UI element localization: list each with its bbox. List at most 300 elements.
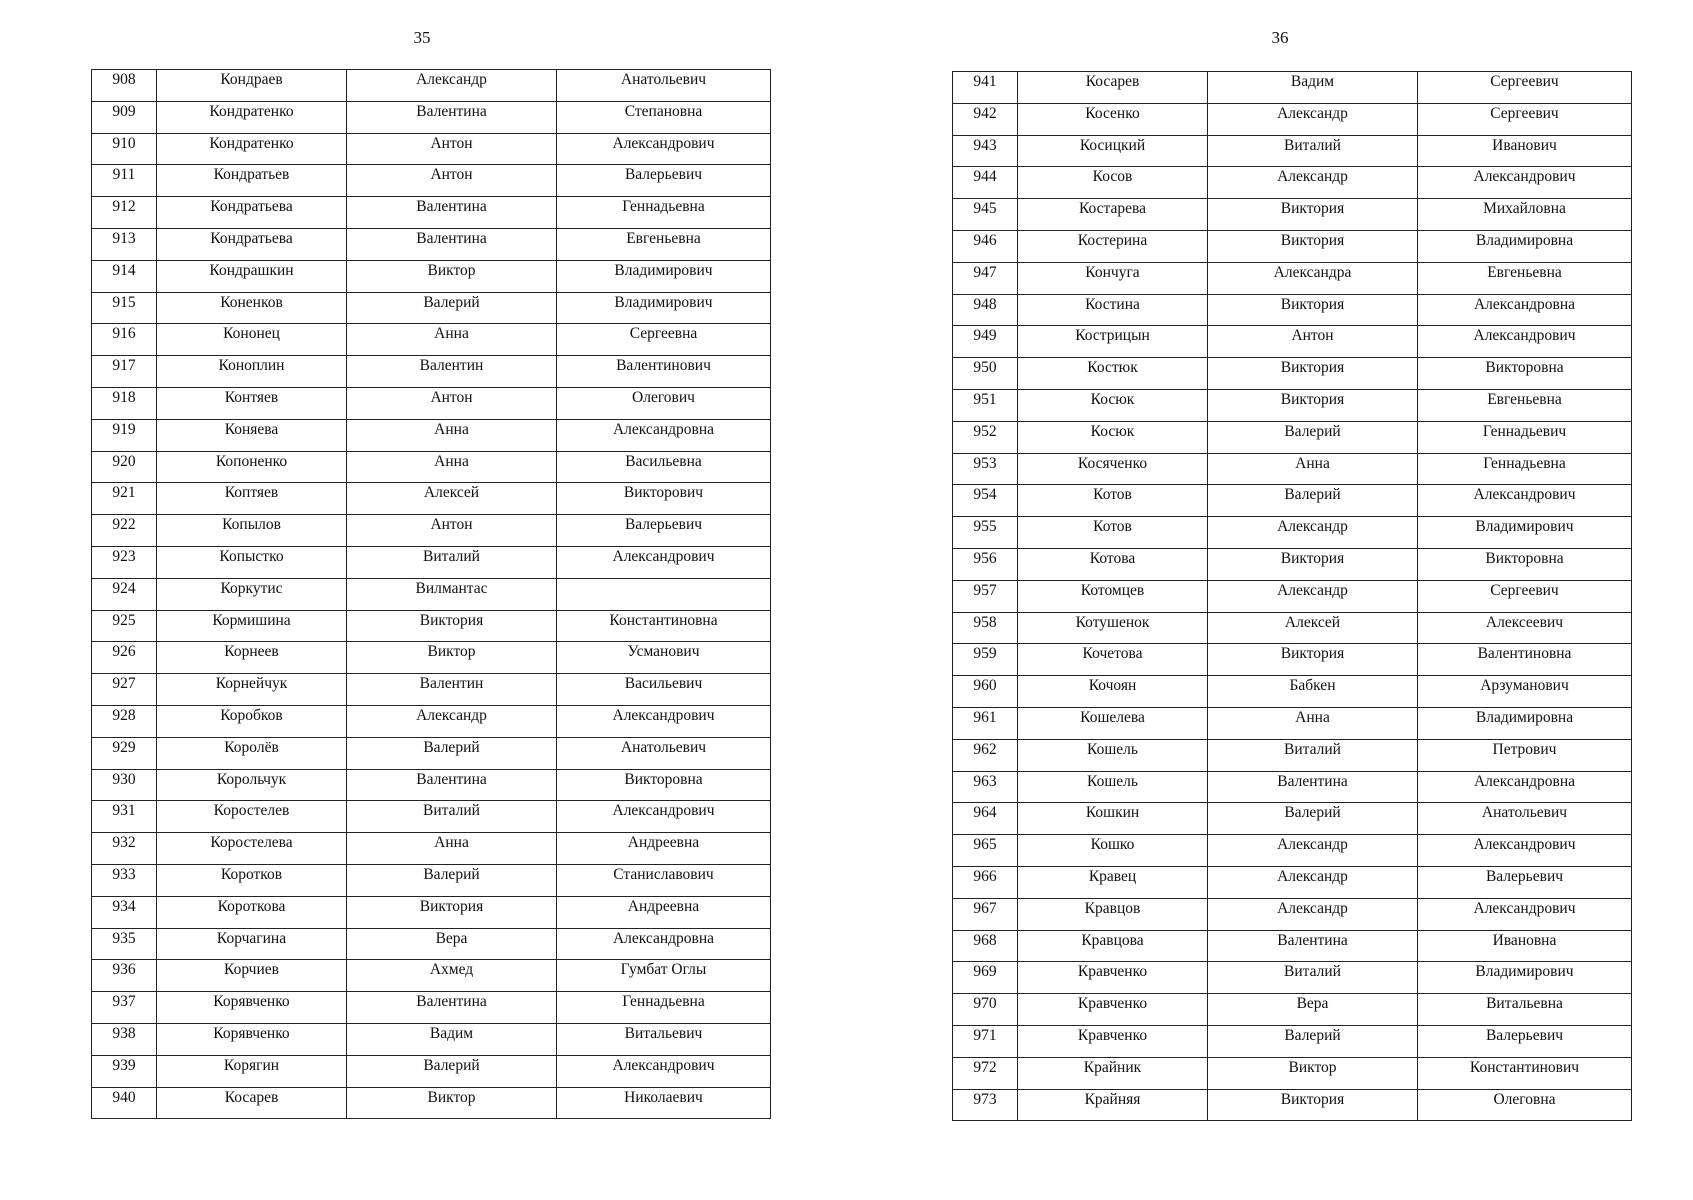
table-row	[92, 483, 771, 515]
surname-cell: Котов	[1018, 517, 1208, 549]
table-row	[92, 928, 771, 960]
patronymic-cell: Александровна	[1418, 294, 1632, 326]
surname-cell: Кошкин	[1018, 803, 1208, 835]
patronymic-cell: Иванович	[1418, 135, 1632, 167]
table-row	[953, 1089, 1632, 1121]
first-name-cell: Виктория	[1208, 199, 1418, 231]
first-name-cell: Валерий	[347, 1055, 557, 1087]
surname-cell: Корнеев	[157, 642, 347, 674]
table-row	[92, 546, 771, 578]
row-number-cell: 973	[953, 1089, 1018, 1121]
table-row	[953, 135, 1632, 167]
table-row	[92, 1023, 771, 1055]
surname-cell: Корявченко	[157, 992, 347, 1024]
first-name-cell: Антон	[347, 515, 557, 547]
surname-cell: Кочоян	[1018, 676, 1208, 708]
patronymic-cell: Владимирович	[1418, 962, 1632, 994]
surname-cell: Кононец	[157, 324, 347, 356]
table-row	[953, 358, 1632, 390]
surname-cell: Кондратьева	[157, 197, 347, 229]
row-number-cell: 955	[953, 517, 1018, 549]
surname-cell: Корявченко	[157, 1023, 347, 1055]
table-row	[92, 864, 771, 896]
patronymic-cell: Александрович	[557, 705, 771, 737]
patronymic-cell: Станиславович	[557, 864, 771, 896]
patronymic-cell: Евгеньевна	[1418, 389, 1632, 421]
table-row	[953, 962, 1632, 994]
table-row	[953, 1025, 1632, 1057]
row-number-cell: 920	[92, 451, 157, 483]
patronymic-cell: Владимирович	[557, 260, 771, 292]
first-name-cell: Александр	[1208, 835, 1418, 867]
row-number-cell: 930	[92, 769, 157, 801]
surname-cell: Крайняя	[1018, 1089, 1208, 1121]
surname-cell: Кравцов	[1018, 898, 1208, 930]
patronymic-cell: Владимировна	[1418, 707, 1632, 739]
surname-cell: Кострицын	[1018, 326, 1208, 358]
row-number-cell: 960	[953, 676, 1018, 708]
table-row	[92, 642, 771, 674]
table-row	[92, 324, 771, 356]
table-row	[92, 992, 771, 1024]
first-name-cell: Валентина	[347, 992, 557, 1024]
page-number-left: 35	[413, 28, 431, 47]
patronymic-cell: Витальевич	[557, 1023, 771, 1055]
first-name-cell: Виталий	[1208, 962, 1418, 994]
surname-cell: Коненков	[157, 292, 347, 324]
table-row	[953, 739, 1632, 771]
first-name-cell: Валентина	[347, 101, 557, 133]
first-name-cell: Бабкен	[1208, 676, 1418, 708]
table-row	[92, 292, 771, 324]
table-row	[92, 197, 771, 229]
surname-cell: Кондрашкин	[157, 260, 347, 292]
table-row	[92, 705, 771, 737]
surname-cell: Коробков	[157, 705, 347, 737]
surname-cell: Королёв	[157, 737, 347, 769]
first-name-cell: Антон	[347, 133, 557, 165]
first-name-cell: Валерий	[1208, 485, 1418, 517]
row-number-cell: 946	[953, 230, 1018, 262]
surname-cell: Косюк	[1018, 389, 1208, 421]
table-row	[92, 1087, 771, 1119]
patronymic-cell: Александровна	[1418, 771, 1632, 803]
row-number-cell: 929	[92, 737, 157, 769]
surname-cell: Копоненко	[157, 451, 347, 483]
row-number-cell: 947	[953, 262, 1018, 294]
surname-cell: Кондратьев	[157, 165, 347, 197]
table-row	[92, 578, 771, 610]
patronymic-cell: Николаевич	[557, 1087, 771, 1119]
patronymic-cell: Анатольевич	[557, 737, 771, 769]
surname-cell: Корольчук	[157, 769, 347, 801]
surname-cell: Косицкий	[1018, 135, 1208, 167]
first-name-cell: Валентина	[347, 197, 557, 229]
first-name-cell: Валентин	[347, 674, 557, 706]
surname-cell: Кошелева	[1018, 707, 1208, 739]
table-row	[92, 674, 771, 706]
row-number-cell: 958	[953, 612, 1018, 644]
patronymic-cell: Андреевна	[557, 896, 771, 928]
patronymic-cell: Витальевна	[1418, 994, 1632, 1026]
surname-cell: Костюк	[1018, 358, 1208, 390]
surname-cell: Копылов	[157, 515, 347, 547]
first-name-cell: Виктория	[1208, 358, 1418, 390]
first-name-cell: Антон	[1208, 326, 1418, 358]
first-name-cell: Вилмантас	[347, 578, 557, 610]
patronymic-cell: Анатольевич	[1418, 803, 1632, 835]
row-number-cell: 916	[92, 324, 157, 356]
patronymic-cell: Алексеевич	[1418, 612, 1632, 644]
first-name-cell: Вера	[1208, 994, 1418, 1026]
row-number-cell: 942	[953, 103, 1018, 135]
patronymic-cell: Гумбат Оглы	[557, 960, 771, 992]
row-number-cell: 917	[92, 356, 157, 388]
row-number-cell: 971	[953, 1025, 1018, 1057]
patronymic-cell: Геннадьевич	[1418, 421, 1632, 453]
table-row	[953, 612, 1632, 644]
row-number-cell: 944	[953, 167, 1018, 199]
first-name-cell: Александр	[1208, 167, 1418, 199]
row-number-cell: 953	[953, 453, 1018, 485]
patronymic-cell: Петрович	[1418, 739, 1632, 771]
patronymic-cell: Валерьевич	[557, 165, 771, 197]
patronymic-cell: Владимирович	[1418, 517, 1632, 549]
surname-cell: Костина	[1018, 294, 1208, 326]
patronymic-cell: Сергеевна	[557, 324, 771, 356]
table-row	[953, 676, 1632, 708]
first-name-cell: Анна	[347, 324, 557, 356]
patronymic-cell: Александровна	[557, 928, 771, 960]
row-number-cell: 931	[92, 801, 157, 833]
patronymic-cell: Владимировна	[1418, 230, 1632, 262]
table-row	[92, 610, 771, 642]
table-row	[953, 866, 1632, 898]
page-number-right: 36	[1271, 28, 1289, 47]
surname-cell: Кочетова	[1018, 644, 1208, 676]
surname-cell: Косарев	[157, 1087, 347, 1119]
first-name-cell: Вера	[347, 928, 557, 960]
first-name-cell: Виктория	[347, 610, 557, 642]
first-name-cell: Антон	[347, 165, 557, 197]
row-number-cell: 966	[953, 866, 1018, 898]
row-number-cell: 925	[92, 610, 157, 642]
surname-cell: Коняева	[157, 419, 347, 451]
surname-cell: Косяченко	[1018, 453, 1208, 485]
patronymic-cell: Олегович	[557, 387, 771, 419]
row-number-cell: 913	[92, 228, 157, 260]
table-row	[953, 389, 1632, 421]
table-row	[953, 199, 1632, 231]
first-name-cell: Виталий	[347, 546, 557, 578]
surname-cell: Кравченко	[1018, 994, 1208, 1026]
row-number-cell: 950	[953, 358, 1018, 390]
surname-cell: Копыстко	[157, 546, 347, 578]
row-number-cell: 926	[92, 642, 157, 674]
table-row	[92, 260, 771, 292]
surname-cell: Котов	[1018, 485, 1208, 517]
table-row	[953, 294, 1632, 326]
first-name-cell: Виктория	[1208, 230, 1418, 262]
table-row	[953, 103, 1632, 135]
table-row	[92, 1055, 771, 1087]
patronymic-cell: Геннадьевна	[557, 992, 771, 1024]
first-name-cell: Виктор	[1208, 1057, 1418, 1089]
row-number-cell: 968	[953, 930, 1018, 962]
table-row	[92, 515, 771, 547]
first-name-cell: Валерий	[1208, 1025, 1418, 1057]
surname-cell: Кондраев	[157, 70, 347, 102]
patronymic-cell: Викторович	[557, 483, 771, 515]
patronymic-cell: Геннадьевна	[557, 197, 771, 229]
patronymic-cell: Валентинович	[557, 356, 771, 388]
first-name-cell: Виталий	[1208, 135, 1418, 167]
surname-cell: Коркутис	[157, 578, 347, 610]
table-row	[953, 453, 1632, 485]
first-name-cell: Виктор	[347, 260, 557, 292]
first-name-cell: Валерий	[347, 737, 557, 769]
row-number-cell: 972	[953, 1057, 1018, 1089]
table-row	[953, 421, 1632, 453]
first-name-cell: Анна	[1208, 707, 1418, 739]
row-number-cell: 921	[92, 483, 157, 515]
table-row	[92, 228, 771, 260]
first-name-cell: Виталий	[1208, 739, 1418, 771]
row-number-cell: 909	[92, 101, 157, 133]
surname-cell: Кондратенко	[157, 101, 347, 133]
first-name-cell: Виктория	[347, 896, 557, 928]
row-number-cell: 935	[92, 928, 157, 960]
patronymic-cell: Ивановна	[1418, 930, 1632, 962]
surname-cell: Котушенок	[1018, 612, 1208, 644]
surname-cell: Коптяев	[157, 483, 347, 515]
surname-cell: Кончуга	[1018, 262, 1208, 294]
surname-cell: Кравченко	[1018, 962, 1208, 994]
first-name-cell: Алексей	[1208, 612, 1418, 644]
first-name-cell: Виталий	[347, 801, 557, 833]
first-name-cell: Антон	[347, 387, 557, 419]
table-row	[953, 230, 1632, 262]
table-row	[953, 898, 1632, 930]
table-row	[92, 769, 771, 801]
roster-table-left	[91, 69, 771, 1119]
roster-table-right	[952, 71, 1632, 1121]
patronymic-cell: Александрович	[1418, 898, 1632, 930]
first-name-cell: Анна	[347, 419, 557, 451]
row-number-cell: 938	[92, 1023, 157, 1055]
row-number-cell: 961	[953, 707, 1018, 739]
first-name-cell: Виктор	[347, 1087, 557, 1119]
patronymic-cell: Константинович	[1418, 1057, 1632, 1089]
surname-cell: Кондратьева	[157, 228, 347, 260]
row-number-cell: 964	[953, 803, 1018, 835]
row-number-cell: 967	[953, 898, 1018, 930]
first-name-cell: Александр	[347, 70, 557, 102]
row-number-cell: 945	[953, 199, 1018, 231]
row-number-cell: 959	[953, 644, 1018, 676]
first-name-cell: Анна	[347, 833, 557, 865]
surname-cell: Корягин	[157, 1055, 347, 1087]
patronymic-cell: Степановна	[557, 101, 771, 133]
row-number-cell: 943	[953, 135, 1018, 167]
patronymic-cell: Анатольевич	[557, 70, 771, 102]
patronymic-cell: Михайловна	[1418, 199, 1632, 231]
first-name-cell: Виктория	[1208, 548, 1418, 580]
first-name-cell: Вадим	[347, 1023, 557, 1055]
surname-cell: Котомцев	[1018, 580, 1208, 612]
patronymic-cell: Александрович	[557, 1055, 771, 1087]
first-name-cell: Александр	[1208, 580, 1418, 612]
patronymic-cell	[557, 578, 771, 610]
row-number-cell: 919	[92, 419, 157, 451]
first-name-cell: Валерий	[347, 864, 557, 896]
patronymic-cell: Сергеевич	[1418, 580, 1632, 612]
first-name-cell: Валерий	[1208, 421, 1418, 453]
patronymic-cell: Александрович	[557, 133, 771, 165]
first-name-cell: Александр	[1208, 866, 1418, 898]
patronymic-cell: Александрович	[1418, 835, 1632, 867]
surname-cell: Коростелева	[157, 833, 347, 865]
row-number-cell: 948	[953, 294, 1018, 326]
row-number-cell: 957	[953, 580, 1018, 612]
row-number-cell: 954	[953, 485, 1018, 517]
row-number-cell: 965	[953, 835, 1018, 867]
surname-cell: Коротков	[157, 864, 347, 896]
patronymic-cell: Александрович	[557, 801, 771, 833]
table-row	[953, 262, 1632, 294]
table-row	[953, 548, 1632, 580]
row-number-cell: 915	[92, 292, 157, 324]
first-name-cell: Валентина	[1208, 930, 1418, 962]
first-name-cell: Александр	[1208, 103, 1418, 135]
first-name-cell: Анна	[1208, 453, 1418, 485]
row-number-cell: 970	[953, 994, 1018, 1026]
surname-cell: Кравец	[1018, 866, 1208, 898]
row-number-cell: 924	[92, 578, 157, 610]
table-row	[92, 451, 771, 483]
table-row	[953, 644, 1632, 676]
surname-cell: Короткова	[157, 896, 347, 928]
first-name-cell: Валерий	[347, 292, 557, 324]
patronymic-cell: Олеговна	[1418, 1089, 1632, 1121]
row-number-cell: 932	[92, 833, 157, 865]
patronymic-cell: Викторовна	[1418, 548, 1632, 580]
first-name-cell: Валентина	[1208, 771, 1418, 803]
first-name-cell: Алексей	[347, 483, 557, 515]
surname-cell: Косенко	[1018, 103, 1208, 135]
table-row	[92, 801, 771, 833]
surname-cell: Корчагина	[157, 928, 347, 960]
first-name-cell: Виктория	[1208, 644, 1418, 676]
row-number-cell: 914	[92, 260, 157, 292]
patronymic-cell: Валентиновна	[1418, 644, 1632, 676]
surname-cell: Коростелев	[157, 801, 347, 833]
row-number-cell: 908	[92, 70, 157, 102]
table-row	[92, 960, 771, 992]
patronymic-cell: Константиновна	[557, 610, 771, 642]
surname-cell: Кравцова	[1018, 930, 1208, 962]
table-row	[953, 835, 1632, 867]
patronymic-cell: Сергеевич	[1418, 72, 1632, 104]
patronymic-cell: Арзуманович	[1418, 676, 1632, 708]
first-name-cell: Александр	[1208, 898, 1418, 930]
table-row	[953, 167, 1632, 199]
row-number-cell: 962	[953, 739, 1018, 771]
table-row	[953, 72, 1632, 104]
table-row	[953, 580, 1632, 612]
table-row	[953, 994, 1632, 1026]
first-name-cell: Виктория	[1208, 389, 1418, 421]
row-number-cell: 963	[953, 771, 1018, 803]
table-row	[953, 930, 1632, 962]
first-name-cell: Валерий	[1208, 803, 1418, 835]
patronymic-cell: Александрович	[557, 546, 771, 578]
table-row	[92, 833, 771, 865]
first-name-cell: Виктория	[1208, 294, 1418, 326]
surname-cell: Косарев	[1018, 72, 1208, 104]
row-number-cell: 940	[92, 1087, 157, 1119]
patronymic-cell: Викторовна	[1418, 358, 1632, 390]
row-number-cell: 936	[92, 960, 157, 992]
table-row	[92, 737, 771, 769]
surname-cell: Кошель	[1018, 771, 1208, 803]
surname-cell: Косов	[1018, 167, 1208, 199]
patronymic-cell: Евгеньевна	[1418, 262, 1632, 294]
first-name-cell: Валентина	[347, 228, 557, 260]
table-row	[92, 419, 771, 451]
surname-cell: Кошель	[1018, 739, 1208, 771]
table-row	[953, 326, 1632, 358]
first-name-cell: Ахмед	[347, 960, 557, 992]
patronymic-cell: Андреевна	[557, 833, 771, 865]
row-number-cell: 952	[953, 421, 1018, 453]
first-name-cell: Анна	[347, 451, 557, 483]
table-row	[92, 70, 771, 102]
patronymic-cell: Викторовна	[557, 769, 771, 801]
patronymic-cell: Сергеевич	[1418, 103, 1632, 135]
patronymic-cell: Владимирович	[557, 292, 771, 324]
table-row	[92, 896, 771, 928]
surname-cell: Кошко	[1018, 835, 1208, 867]
surname-cell: Корнейчук	[157, 674, 347, 706]
row-number-cell: 956	[953, 548, 1018, 580]
first-name-cell: Виктор	[347, 642, 557, 674]
patronymic-cell: Валерьевич	[1418, 866, 1632, 898]
patronymic-cell: Васильевич	[557, 674, 771, 706]
row-number-cell: 941	[953, 72, 1018, 104]
patronymic-cell: Александрович	[1418, 485, 1632, 517]
patronymic-cell: Усманович	[557, 642, 771, 674]
table-row	[92, 387, 771, 419]
table-row	[953, 707, 1632, 739]
row-number-cell: 911	[92, 165, 157, 197]
surname-cell: Крайник	[1018, 1057, 1208, 1089]
patronymic-cell: Александрович	[1418, 167, 1632, 199]
surname-cell: Котова	[1018, 548, 1208, 580]
row-number-cell: 951	[953, 389, 1018, 421]
patronymic-cell: Васильевна	[557, 451, 771, 483]
table-row	[953, 803, 1632, 835]
row-number-cell: 923	[92, 546, 157, 578]
row-number-cell: 928	[92, 705, 157, 737]
row-number-cell: 912	[92, 197, 157, 229]
table-row	[953, 1057, 1632, 1089]
surname-cell: Коноплин	[157, 356, 347, 388]
table-row	[953, 517, 1632, 549]
surname-cell: Кравченко	[1018, 1025, 1208, 1057]
row-number-cell: 937	[92, 992, 157, 1024]
table-row	[953, 485, 1632, 517]
